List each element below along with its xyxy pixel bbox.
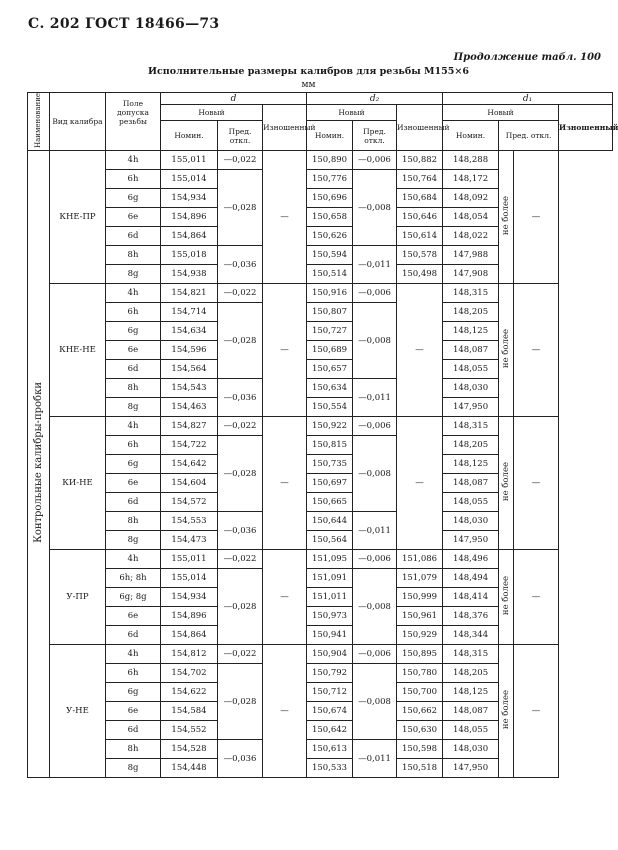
col-d-header: d <box>161 93 307 105</box>
d-nominal-cell: 154,553 <box>161 512 218 531</box>
d-nominal-cell: 155,011 <box>161 550 218 569</box>
d1-nominal-cell: 147,988 <box>443 246 499 265</box>
d1-nominal-cell: 148,030 <box>443 740 499 759</box>
d2-worn-cell: 150,630 <box>397 721 443 740</box>
d2-worn-cell: 150,895 <box>397 645 443 664</box>
d1-nominal-cell: 148,315 <box>443 284 499 303</box>
gauge-type-cell: КНЕ-НЕ <box>50 284 106 417</box>
table-row <box>28 151 613 170</box>
d-worn-cell: — <box>263 417 307 550</box>
d-nominal-cell: 154,572 <box>161 493 218 512</box>
d-nominal-cell: 154,552 <box>161 721 218 740</box>
side-label-cell <box>28 151 50 778</box>
table-row <box>28 417 613 436</box>
tolerance-field-cell: 6g <box>106 683 161 702</box>
d-nominal-cell: 154,596 <box>161 341 218 360</box>
d2-new-header: Новый <box>307 105 397 121</box>
col-tolerance-header: Поле допуска резьбы <box>106 93 161 151</box>
d2-nominal-cell: 150,697 <box>307 474 353 493</box>
d2-deviation-cell: —0,008 <box>353 569 397 645</box>
d1-nominal-cell: 148,125 <box>443 455 499 474</box>
d2-worn-cell: 150,999 <box>397 588 443 607</box>
d1-nominal-cell: 148,125 <box>443 322 499 341</box>
d2-nominal-cell: 150,554 <box>307 398 353 417</box>
tolerance-field-cell: 4h <box>106 151 161 170</box>
d2-deviation-cell: —0,006 <box>353 645 397 664</box>
d-deviation-cell: —0,028 <box>218 569 263 645</box>
d-deviation-cell: —0,028 <box>218 664 263 740</box>
d1-nominal-cell: 148,055 <box>443 721 499 740</box>
d2-worn-cell: 150,578 <box>397 246 443 265</box>
tolerance-field-cell: 6e <box>106 474 161 493</box>
d-nominal-cell: 154,938 <box>161 265 218 284</box>
d-nominal-cell: 154,722 <box>161 436 218 455</box>
d-deviation-cell: —0,022 <box>218 645 263 664</box>
d-worn-header: Изношенный <box>263 105 307 151</box>
d-nominal-cell: 154,634 <box>161 322 218 341</box>
d-nominal-cell: 154,528 <box>161 740 218 759</box>
d2-worn-cell: 150,498 <box>397 265 443 284</box>
d2-deviation-cell: —0,008 <box>353 170 397 246</box>
d-nominal-header: Номин. <box>161 121 218 151</box>
d1-nominal-cell: 148,054 <box>443 208 499 227</box>
table-continuation-label: Продолжение табл. 100 <box>453 52 601 63</box>
side-label: Контрольные калибры-пробки <box>33 382 44 543</box>
d1-nominal-cell: 147,908 <box>443 265 499 284</box>
d-deviation-cell: —0,022 <box>218 151 263 170</box>
d2-nominal-cell: 150,594 <box>307 246 353 265</box>
d1-nominal-cell: 148,030 <box>443 379 499 398</box>
tolerance-field-cell: 8h <box>106 379 161 398</box>
d2-nominal-cell: 150,712 <box>307 683 353 702</box>
tolerance-field-cell: 6e <box>106 607 161 626</box>
tolerance-field-cell: 4h <box>106 284 161 303</box>
d2-nominal-cell: 150,807 <box>307 303 353 322</box>
d2-nominal-cell: 150,973 <box>307 607 353 626</box>
d2-nominal-cell: 150,514 <box>307 265 353 284</box>
d-deviation-cell: —0,022 <box>218 550 263 569</box>
d2-worn-cell: 150,598 <box>397 740 443 759</box>
tolerance-field-cell: 6h <box>106 303 161 322</box>
d2-deviation-cell: —0,006 <box>353 284 397 303</box>
d2-nominal-cell: 150,735 <box>307 455 353 474</box>
tolerance-field-cell: 6d <box>106 227 161 246</box>
d-nominal-cell: 154,934 <box>161 588 218 607</box>
d2-deviation-cell: —0,011 <box>353 379 397 417</box>
not-more-label: не более <box>501 575 512 616</box>
d-worn-cell: — <box>263 550 307 645</box>
d2-nominal-cell: 150,626 <box>307 227 353 246</box>
d2-nominal-cell: 150,642 <box>307 721 353 740</box>
tolerance-field-cell: 6h <box>106 170 161 189</box>
d1-worn-cell: — <box>514 284 559 417</box>
d1-nominal-cell: 148,344 <box>443 626 499 645</box>
d2-worn-cell: 151,079 <box>397 569 443 588</box>
d2-nominal-cell: 150,613 <box>307 740 353 759</box>
d2-nominal-cell: 151,095 <box>307 550 353 569</box>
d2-deviation-cell: —0,008 <box>353 436 397 512</box>
tolerance-field-cell: 6g <box>106 322 161 341</box>
d-nominal-cell: 154,463 <box>161 398 218 417</box>
d2-nominal-cell: 150,815 <box>307 436 353 455</box>
d1-deviation-cell <box>499 550 514 645</box>
d2-worn-header: Изношенный <box>397 105 443 151</box>
d-deviation-header: Пред. откл. <box>218 121 263 151</box>
d1-nominal-cell: 148,205 <box>443 664 499 683</box>
tolerance-field-cell: 6h <box>106 664 161 683</box>
col-d2-header: d₂ <box>307 93 443 105</box>
d2-nominal-cell: 150,792 <box>307 664 353 683</box>
table-row <box>28 645 613 664</box>
tolerance-field-cell: 6g <box>106 189 161 208</box>
d-nominal-cell: 155,014 <box>161 569 218 588</box>
d-deviation-cell: —0,028 <box>218 170 263 246</box>
gauge-type-cell: У-НЕ <box>50 645 106 778</box>
d1-nominal-cell: 148,030 <box>443 512 499 531</box>
d2-worn-cell: 150,646 <box>397 208 443 227</box>
d-deviation-cell: —0,028 <box>218 436 263 512</box>
d1-deviation-header: Пред. откл. <box>499 121 559 151</box>
col-d1-header: d₁ <box>443 93 613 105</box>
d1-nominal-cell: 148,494 <box>443 569 499 588</box>
d1-nominal-header: Номин. <box>443 121 499 151</box>
tolerance-field-cell: 6g; 8g <box>106 588 161 607</box>
d2-deviation-header: Пред. откл. <box>353 121 397 151</box>
tolerance-field-cell: 6d <box>106 721 161 740</box>
d2-nominal-cell: 150,674 <box>307 702 353 721</box>
d-nominal-cell: 155,018 <box>161 246 218 265</box>
d1-nominal-cell: 148,087 <box>443 341 499 360</box>
d2-nominal-cell: 150,922 <box>307 417 353 436</box>
table-caption: Исполнительные размеры калибров для резьбы М155×6 <box>148 66 469 77</box>
d2-deviation-cell: —0,011 <box>353 512 397 550</box>
d2-worn-cell: — <box>397 284 443 417</box>
d2-nominal-cell: 150,658 <box>307 208 353 227</box>
d-nominal-cell: 154,812 <box>161 645 218 664</box>
d2-nominal-cell: 150,776 <box>307 170 353 189</box>
page-header: С. 202 ГОСТ 18466—73 <box>28 16 220 32</box>
d-nominal-cell: 154,543 <box>161 379 218 398</box>
d1-worn-cell: — <box>514 151 559 284</box>
tolerance-field-cell: 4h <box>106 550 161 569</box>
d1-nominal-cell: 148,055 <box>443 493 499 512</box>
d-worn-cell: — <box>263 151 307 284</box>
tolerance-field-cell: 6e <box>106 702 161 721</box>
tolerance-field-cell: 6g <box>106 455 161 474</box>
d1-nominal-cell: 148,315 <box>443 417 499 436</box>
d-nominal-cell: 154,934 <box>161 189 218 208</box>
d1-nominal-cell: 148,205 <box>443 436 499 455</box>
d1-nominal-cell: 148,315 <box>443 645 499 664</box>
d-nominal-cell: 154,864 <box>161 227 218 246</box>
d2-deviation-cell: —0,008 <box>353 664 397 740</box>
col-name-header: Наименование <box>28 93 50 151</box>
d2-nominal-cell: 151,091 <box>307 569 353 588</box>
d1-nominal-cell: 148,092 <box>443 189 499 208</box>
d1-nominal-cell: 147,950 <box>443 759 499 778</box>
d2-deviation-cell: —0,006 <box>353 550 397 569</box>
d2-nominal-header: Номин. <box>307 121 353 151</box>
d1-worn-header: Изношенный <box>559 105 613 151</box>
d2-nominal-cell: 151,011 <box>307 588 353 607</box>
tolerance-field-cell: 8h <box>106 740 161 759</box>
d2-nominal-cell: 150,634 <box>307 379 353 398</box>
gauge-type-cell: КНЕ-ПР <box>50 151 106 284</box>
unit-label: мм <box>301 80 316 90</box>
d2-nominal-cell: 150,564 <box>307 531 353 550</box>
d1-worn-cell: — <box>514 645 559 778</box>
not-more-label: не более <box>501 328 512 369</box>
d1-deviation-cell <box>499 645 514 778</box>
d2-nominal-cell: 150,941 <box>307 626 353 645</box>
d2-worn-cell: — <box>397 417 443 550</box>
d2-deviation-cell: —0,006 <box>353 151 397 170</box>
d2-nominal-cell: 150,696 <box>307 189 353 208</box>
tolerance-field-cell: 6e <box>106 208 161 227</box>
d2-worn-cell: 150,961 <box>397 607 443 626</box>
d-deviation-cell: —0,022 <box>218 417 263 436</box>
d-nominal-cell: 154,714 <box>161 303 218 322</box>
d-nominal-cell: 154,821 <box>161 284 218 303</box>
d2-worn-cell: 150,614 <box>397 227 443 246</box>
tolerance-field-cell: 4h <box>106 417 161 436</box>
d2-deviation-cell: —0,006 <box>353 417 397 436</box>
not-more-label: не более <box>501 195 512 236</box>
d-nominal-cell: 154,896 <box>161 607 218 626</box>
table-row <box>28 284 613 303</box>
d-nominal-cell: 154,827 <box>161 417 218 436</box>
d1-worn-cell: — <box>514 417 559 550</box>
tolerance-field-cell: 6h; 8h <box>106 569 161 588</box>
d1-new-header: Новый <box>443 105 559 121</box>
d1-nominal-cell: 148,414 <box>443 588 499 607</box>
d1-nominal-cell: 148,172 <box>443 170 499 189</box>
d2-nominal-cell: 150,644 <box>307 512 353 531</box>
tolerance-field-cell: 6d <box>106 626 161 645</box>
d2-nominal-cell: 150,657 <box>307 360 353 379</box>
d2-nominal-cell: 150,533 <box>307 759 353 778</box>
d1-deviation-cell <box>499 417 514 550</box>
tolerance-field-cell: 8g <box>106 265 161 284</box>
tolerance-field-cell: 6e <box>106 341 161 360</box>
d1-nominal-cell: 148,125 <box>443 683 499 702</box>
d-worn-cell: — <box>263 645 307 778</box>
d-nominal-cell: 154,564 <box>161 360 218 379</box>
d1-nominal-cell: 148,376 <box>443 607 499 626</box>
not-more-label: не более <box>501 461 512 502</box>
d-nominal-cell: 155,011 <box>161 151 218 170</box>
d1-nominal-cell: 148,205 <box>443 303 499 322</box>
d2-worn-cell: 150,684 <box>397 189 443 208</box>
d2-deviation-cell: —0,008 <box>353 303 397 379</box>
not-more-label: не более <box>501 689 512 730</box>
d-nominal-cell: 154,864 <box>161 626 218 645</box>
dimensions-table <box>27 92 618 778</box>
d2-worn-cell: 150,700 <box>397 683 443 702</box>
d-nominal-cell: 154,604 <box>161 474 218 493</box>
tolerance-field-cell: 6h <box>106 436 161 455</box>
d2-nominal-cell: 150,890 <box>307 151 353 170</box>
d-nominal-cell: 154,584 <box>161 702 218 721</box>
d-deviation-cell: —0,036 <box>218 246 263 284</box>
d-nominal-cell: 154,448 <box>161 759 218 778</box>
d-deviation-cell: —0,036 <box>218 740 263 778</box>
gauge-type-cell: КИ-НЕ <box>50 417 106 550</box>
d2-worn-cell: 150,518 <box>397 759 443 778</box>
d2-deviation-cell: —0,011 <box>353 740 397 778</box>
d-nominal-cell: 155,014 <box>161 170 218 189</box>
d-nominal-cell: 154,622 <box>161 683 218 702</box>
d2-worn-cell: 150,882 <box>397 151 443 170</box>
d1-nominal-cell: 148,087 <box>443 702 499 721</box>
d-worn-cell: — <box>263 284 307 417</box>
d-nominal-cell: 154,642 <box>161 455 218 474</box>
d1-deviation-cell <box>499 284 514 417</box>
tolerance-field-cell: 6d <box>106 360 161 379</box>
d1-worn-cell: — <box>514 550 559 645</box>
d-nominal-cell: 154,702 <box>161 664 218 683</box>
d1-nominal-cell: 147,950 <box>443 398 499 417</box>
d1-nominal-cell: 148,055 <box>443 360 499 379</box>
d-new-header: Новый <box>161 105 263 121</box>
d1-nominal-cell: 148,496 <box>443 550 499 569</box>
tolerance-field-cell: 8h <box>106 512 161 531</box>
gauge-type-cell: У-ПР <box>50 550 106 645</box>
d-deviation-cell: —0,022 <box>218 284 263 303</box>
tolerance-field-cell: 4h <box>106 645 161 664</box>
d1-nominal-cell: 148,022 <box>443 227 499 246</box>
tolerance-field-cell: 8g <box>106 398 161 417</box>
d2-worn-cell: 150,780 <box>397 664 443 683</box>
d2-worn-cell: 150,662 <box>397 702 443 721</box>
d-nominal-cell: 154,896 <box>161 208 218 227</box>
tolerance-field-cell: 8g <box>106 759 161 778</box>
d2-nominal-cell: 150,904 <box>307 645 353 664</box>
d1-nominal-cell: 148,288 <box>443 151 499 170</box>
tolerance-field-cell: 6d <box>106 493 161 512</box>
d1-nominal-cell: 147,950 <box>443 531 499 550</box>
d-deviation-cell: —0,036 <box>218 512 263 550</box>
tolerance-field-cell: 8g <box>106 531 161 550</box>
d2-deviation-cell: —0,011 <box>353 246 397 284</box>
d2-nominal-cell: 150,916 <box>307 284 353 303</box>
d2-nominal-cell: 150,689 <box>307 341 353 360</box>
d2-nominal-cell: 150,727 <box>307 322 353 341</box>
tolerance-field-cell: 8h <box>106 246 161 265</box>
d2-nominal-cell: 150,665 <box>307 493 353 512</box>
d-nominal-cell: 154,473 <box>161 531 218 550</box>
d2-worn-cell: 151,086 <box>397 550 443 569</box>
d-deviation-cell: —0,028 <box>218 303 263 379</box>
table-row <box>28 550 613 569</box>
d1-deviation-cell <box>499 151 514 284</box>
d2-worn-cell: 150,929 <box>397 626 443 645</box>
d1-nominal-cell: 148,087 <box>443 474 499 493</box>
d2-worn-cell: 150,764 <box>397 170 443 189</box>
d-deviation-cell: —0,036 <box>218 379 263 417</box>
col-gauge-type-header: Вид калибра <box>50 93 106 151</box>
